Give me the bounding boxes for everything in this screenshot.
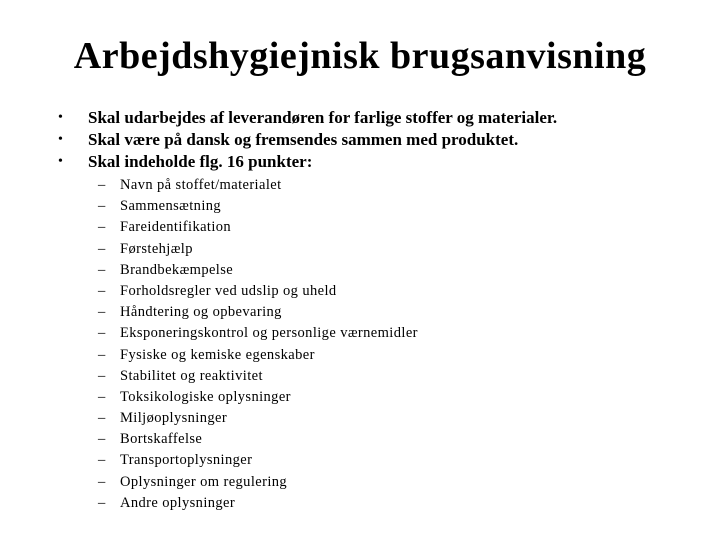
dash-icon: – [98,388,106,405]
dash-icon: – [98,282,106,299]
bullet-icon: • [58,110,63,125]
dash-icon: – [98,410,106,427]
point-text: Håndtering og opbevaring [120,304,282,321]
bullet-text: Skal indeholde flg. 16 punkter: [88,152,313,171]
point-text: Sammensætning [120,198,222,215]
point-text: Miljøoplysninger [120,410,228,427]
point-text: Transportoplysninger [120,452,253,469]
dash-icon: – [98,304,106,321]
dash-icon: – [98,452,106,469]
dash-icon: – [98,367,106,384]
point-text: Brandbekæmpelse [120,261,234,278]
dash-icon: – [98,431,106,448]
point-text: Toksikologiske oplysninger [120,388,291,405]
dash-icon: – [98,473,106,490]
dash-icon: – [98,240,106,257]
bullet-icon: • [58,132,63,147]
dash-icon: – [98,261,106,278]
dash-icon: – [98,219,106,236]
point-text: Førstehjælp [120,240,193,257]
dash-icon: – [98,325,106,342]
bullet-text: Skal udarbejdes af leverandøren for farlige stoffer og materialer. [88,108,558,127]
point-text: Oplysninger om regulering [120,473,288,490]
dash-icon: – [98,198,106,215]
point-text: Forholdsregler ved udslip og uheld [120,282,337,299]
dash-icon: – [98,494,106,511]
dash-icon: – [98,177,106,193]
bullet-icon: • [58,154,63,169]
dash-icon: – [98,346,106,363]
point-text: Bortskaffelse [120,431,203,448]
point-text: Eksponeringskontrol og personlige værnemidler [120,325,418,342]
point-text: Andre oplysninger [120,494,236,511]
point-text: Stabilitet og reaktivitet [120,367,263,384]
slide-title: Arbejdshygiejnisk brugsanvisning [73,35,647,77]
point-text: Navn på stoffet/materialet [120,177,282,193]
bullet-text: Skal være på dansk og fremsendes sammen med produktet. [88,130,519,149]
point-text: Fysiske og kemiske egenskaber [120,346,315,363]
point-text: Fareidentifikation [120,219,232,236]
